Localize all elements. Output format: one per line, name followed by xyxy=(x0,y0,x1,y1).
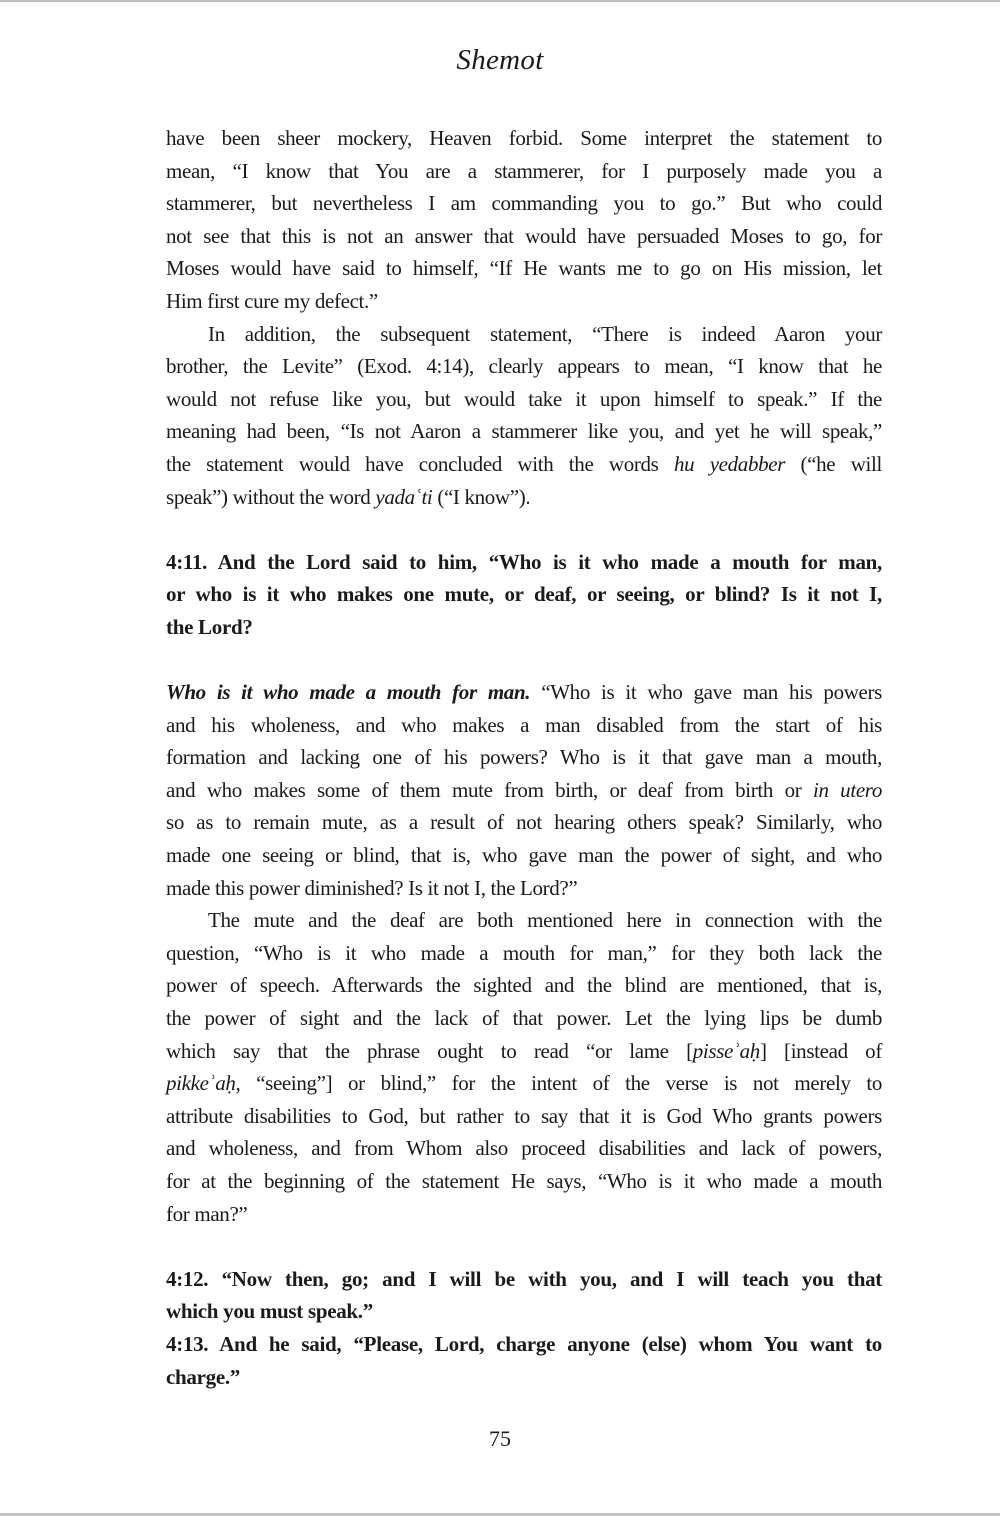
verse-line: which you must speak.” xyxy=(166,1299,373,1324)
transliteration: hu yedabber xyxy=(673,451,786,476)
verse-line: the Lord? xyxy=(166,614,253,639)
verse-line: 4:13. And he said, “Please, Lord, charge anyone (else) whom You want to xyxy=(166,1331,882,1356)
text-run: which say that the phrase ought to read “or lame [ xyxy=(166,1038,693,1063)
text-line: and wholeness, and from Whom also proceed disabilities and lack of powers, xyxy=(166,1136,882,1161)
text-line: question, “Who is it who made a mouth for man,” for they both lack the xyxy=(166,940,882,965)
text-line xyxy=(166,448,882,481)
paragraph-aaron xyxy=(166,318,882,514)
text-run: ] [instead of xyxy=(759,1038,882,1063)
text-line: Him first cure my defect.” xyxy=(166,288,378,313)
text-line: power of speech. Afterwards the sighted and the blind are mentioned, that is, xyxy=(166,973,882,998)
text-line: made one seeing or blind, that is, who gave man the power of sight, and who xyxy=(166,843,882,868)
running-head: Shemot xyxy=(456,44,544,76)
page-top-edge xyxy=(0,0,1000,2)
transliteration: yadaʿti xyxy=(375,484,433,509)
verse-4-12 xyxy=(166,1263,882,1328)
text-line: mean, “I know that You are a stammerer, for I purposely made you a xyxy=(166,158,882,183)
lemma: Who is it who made a mouth for man. xyxy=(166,680,531,705)
text-line: not see that this is not an answer that would have persuaded Moses to go, for xyxy=(166,223,882,248)
text-line: the power of sight and the lack of that power. Let the lying lips be dumb xyxy=(166,1006,882,1031)
text-run: and who makes some of them mute from birth, or deaf from birth or xyxy=(166,777,813,802)
text-line: have been sheer mockery, Heaven forbid. Some interpret the statement to xyxy=(166,126,882,150)
text-line: for man?” xyxy=(166,1201,248,1226)
text-line: The mute and the deaf are both mentioned here in connection with the xyxy=(208,908,882,933)
text-line: would not refuse like you, but would take it upon himself to speak.” If the xyxy=(166,386,882,411)
text-line xyxy=(166,676,882,709)
text-line: meaning had been, “Is not Aaron a stammerer like you, and yet he will speak,” xyxy=(166,419,882,444)
text-line: brother, the Levite” (Exod. 4:14), clearly appears to mean, “I know that he xyxy=(166,354,882,379)
verse-line: 4:12. “Now then, go; and I will be with you, and I will teach you that xyxy=(166,1266,882,1291)
text-line: Moses would have said to himself, “If He wants me to go on His mission, let xyxy=(166,256,882,281)
text-run: (“I know”). xyxy=(432,484,531,509)
text-line: so as to remain mute, as a result of not hearing others speak? Similarly, who xyxy=(166,810,882,835)
text-line: and his wholeness, and who makes a man disabled from the start of his xyxy=(166,712,882,737)
text-line: made this power diminished? Is it not I, the Lord?” xyxy=(166,875,578,900)
transliteration: pikkeʾaḥ xyxy=(166,1071,236,1096)
verse-4-13 xyxy=(166,1328,882,1393)
text-line xyxy=(166,774,882,807)
text-line xyxy=(166,481,882,514)
text-run: “Who is it who gave man his powers xyxy=(530,680,882,705)
page-number: 75 xyxy=(489,1426,511,1451)
transliteration: pisseʾaḥ xyxy=(692,1038,760,1063)
text-line: for at the beginning of the statement He says, “Who is it who made a mouth xyxy=(166,1169,882,1193)
verse-line: or who is it who makes one mute, or deaf, or seeing, or blind? Is it not I, xyxy=(166,582,882,607)
text-run: speak”) without the word xyxy=(166,484,376,509)
text-line: In addition, the subsequent statement, “There is indeed Aaron your xyxy=(208,321,882,346)
verse-line: charge.” xyxy=(166,1364,240,1389)
text-line xyxy=(166,1067,882,1100)
page-body xyxy=(166,122,882,1393)
text-run: (“he will xyxy=(785,451,882,476)
text-line: formation and lacking one of his powers? Who is it that gave man a mouth, xyxy=(166,745,882,770)
paragraph-mute-deaf xyxy=(166,904,882,1230)
text-run: , “seeing”] or blind,” for the intent of the verse is not merely to xyxy=(235,1071,882,1096)
verse-line: 4:11. And the Lord said to him, “Who is it who made a mouth for man, xyxy=(166,549,882,574)
text-run: the statement would have concluded with the words xyxy=(166,451,674,476)
spacer xyxy=(166,1230,882,1263)
latin-phrase: in utero xyxy=(812,777,882,802)
text-line: stammerer, but nevertheless I am commanding you to go.” But who could xyxy=(166,191,882,216)
commentary-paragraph xyxy=(166,676,882,904)
text-line xyxy=(166,1035,882,1068)
text-line: attribute disabilities to God, but rather to say that it is God Who grants powers xyxy=(166,1103,882,1128)
spacer xyxy=(166,513,882,546)
paragraph-continuation xyxy=(166,122,882,318)
verse-4-11 xyxy=(166,546,882,644)
spacer xyxy=(166,644,882,677)
